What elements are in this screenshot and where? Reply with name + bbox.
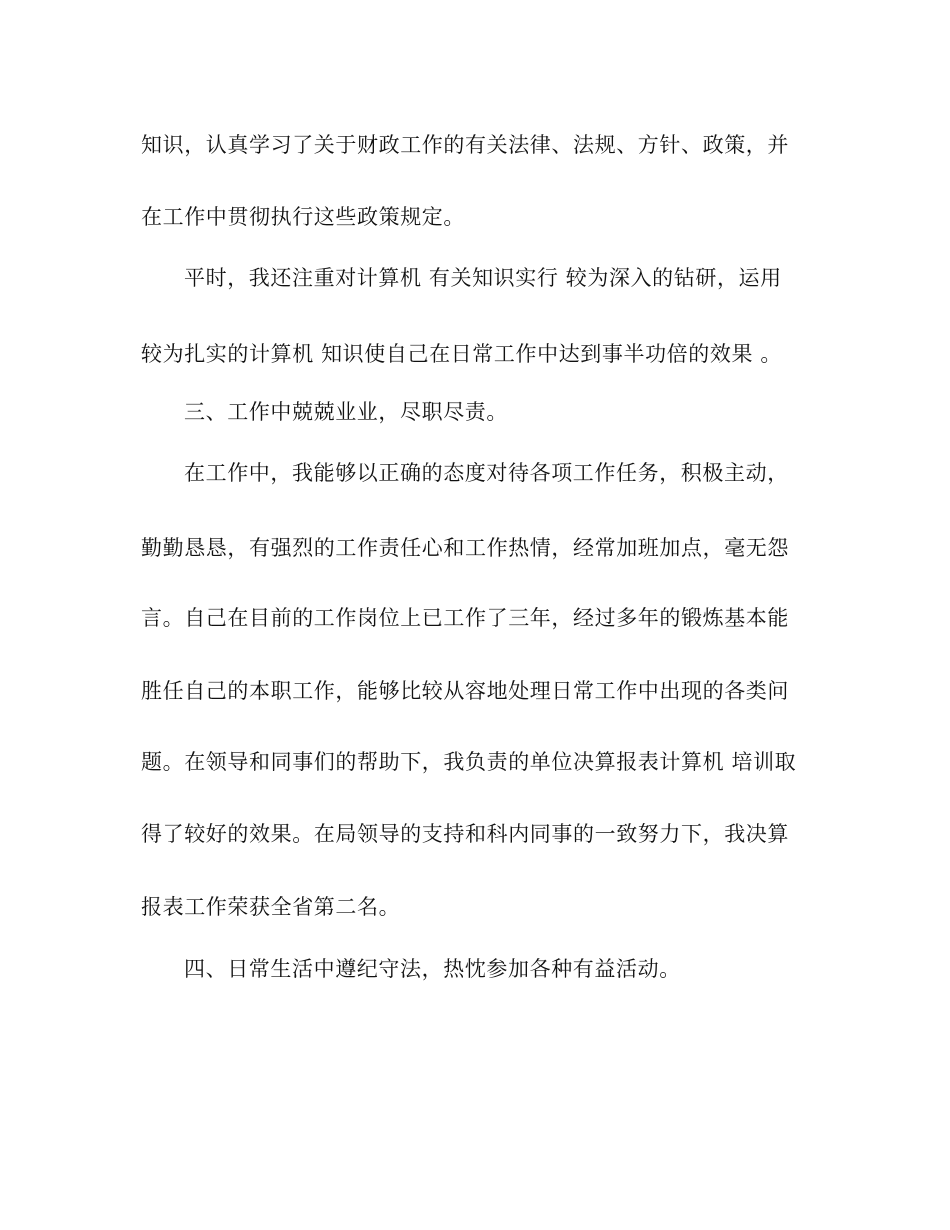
text-line: 胜任自己的本职工作，能够比较从容地处理日常工作中出现的各类问 (141, 679, 789, 703)
text-line: 题。在领导和同事们的帮助下，我负责的单位决算报表计算机 培训取 (141, 750, 797, 774)
paragraph-start-line: 在工作中，我能够以正确的态度对待各项工作任务，积极主动， (184, 461, 789, 485)
text-line: 勤勤恳恳，有强烈的工作责任心和工作热情，经常加班加点，毫无怨 (141, 536, 789, 560)
text-line: 得了较好的效果。在局领导的支持和科内同事的一致努力下，我决算 (141, 822, 789, 846)
text-line: 较为扎实的计算机 知识使自己在日常工作中达到事半功倍的效果 。 (141, 342, 782, 366)
section-heading: 三、工作中兢兢业业，尽职尽责。 (184, 400, 508, 424)
text-line: 知识，认真学习了关于财政工作的有关法律、法规、方针、政策，并 (141, 133, 789, 157)
paragraph-start-line: 平时，我还注重对计算机 有关知识实行 较为深入的钻研，运用 (184, 266, 782, 290)
text-line: 言。自己在目前的工作岗位上已工作了三年，经过多年的锻炼基本能 (141, 606, 789, 630)
section-heading: 四、日常生活中遵纪守法，热忱参加各种有益活动。 (184, 957, 681, 981)
text-line: 报表工作荣获全省第二名。 (141, 895, 401, 919)
text-line: 在工作中贯彻执行这些政策规定。 (141, 205, 465, 229)
